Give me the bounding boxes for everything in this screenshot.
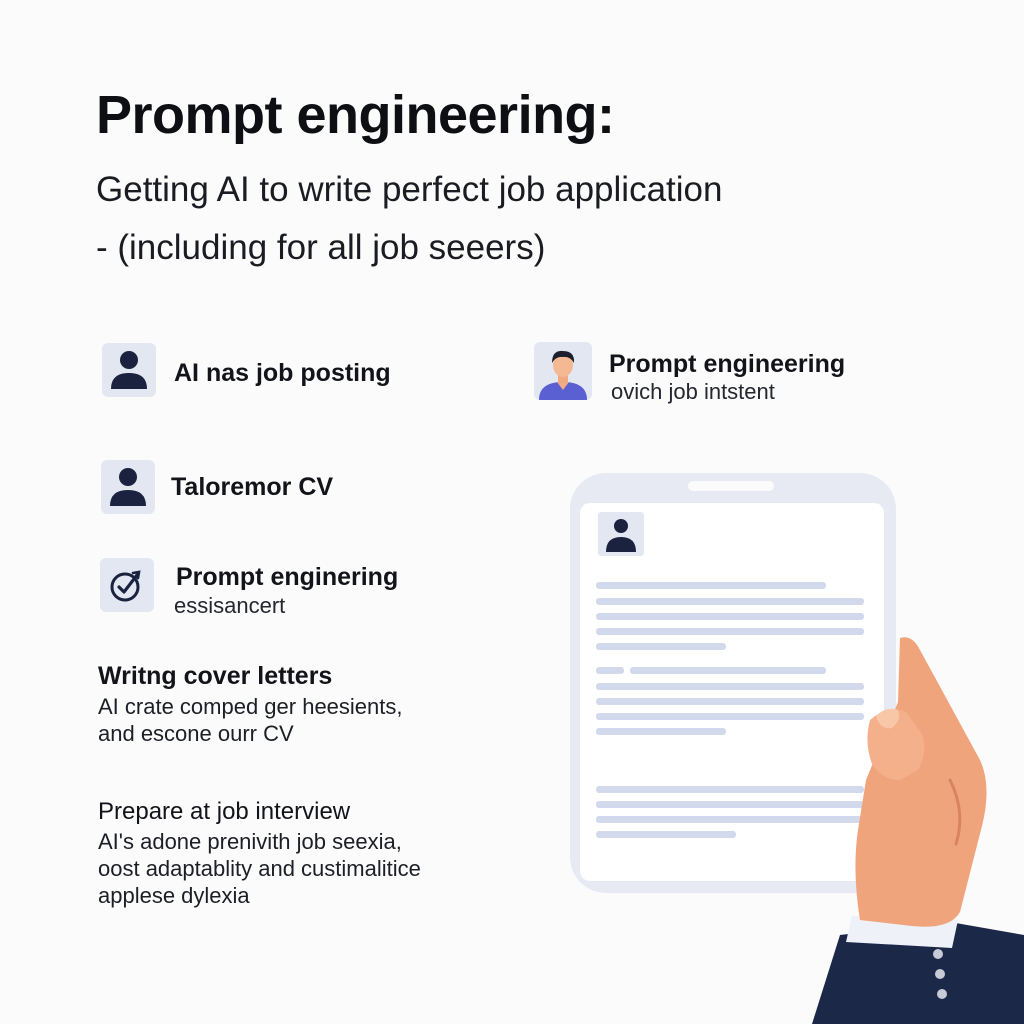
page-subtitle-line-2: - (including for all job seeers) (96, 228, 546, 267)
person-icon (101, 460, 155, 514)
page-subtitle: Getting AI to write perfect job application (96, 170, 723, 209)
document-line (596, 613, 864, 620)
section-cover-letters-line: and escone ourr CV (98, 721, 294, 746)
section-interview-line: AI's adone prenivith job seexia, (98, 829, 402, 854)
section-interview-line: applese dylexia (98, 883, 250, 908)
document-line (596, 728, 726, 735)
person-avatar-icon (534, 342, 592, 400)
item-prompt-engineering-title: Prompt engineering (609, 350, 846, 378)
item-prompt-assistant-subtitle: essisancert (174, 593, 286, 618)
document-line (596, 598, 864, 605)
section-interview-line: oost adaptablity and custimalitice (98, 856, 421, 881)
item-tailored-cv-title: Taloremor CV (171, 473, 334, 501)
document-line (630, 667, 826, 674)
document-line (596, 582, 826, 589)
section-interview-title: Prepare at job interview (98, 798, 351, 825)
document-line (596, 667, 624, 674)
section-cover-letters-title: Writng cover letters (98, 662, 333, 690)
page-title: Prompt engineering: (96, 85, 615, 145)
hand-icon (800, 630, 1024, 1024)
document-line (596, 643, 726, 650)
section-cover-letters-line: AI crate comped ger heesients, (98, 694, 403, 719)
check-circle-icon (100, 558, 154, 612)
phone-speaker (688, 481, 774, 491)
person-icon (598, 512, 644, 556)
person-icon (102, 343, 156, 397)
item-prompt-engineering-subtitle: ovich job intstent (611, 379, 775, 404)
item-prompt-assistant-title: Prompt enginering (176, 563, 399, 591)
document-line (596, 831, 736, 838)
item-job-posting-title: AI nas job posting (174, 359, 391, 387)
